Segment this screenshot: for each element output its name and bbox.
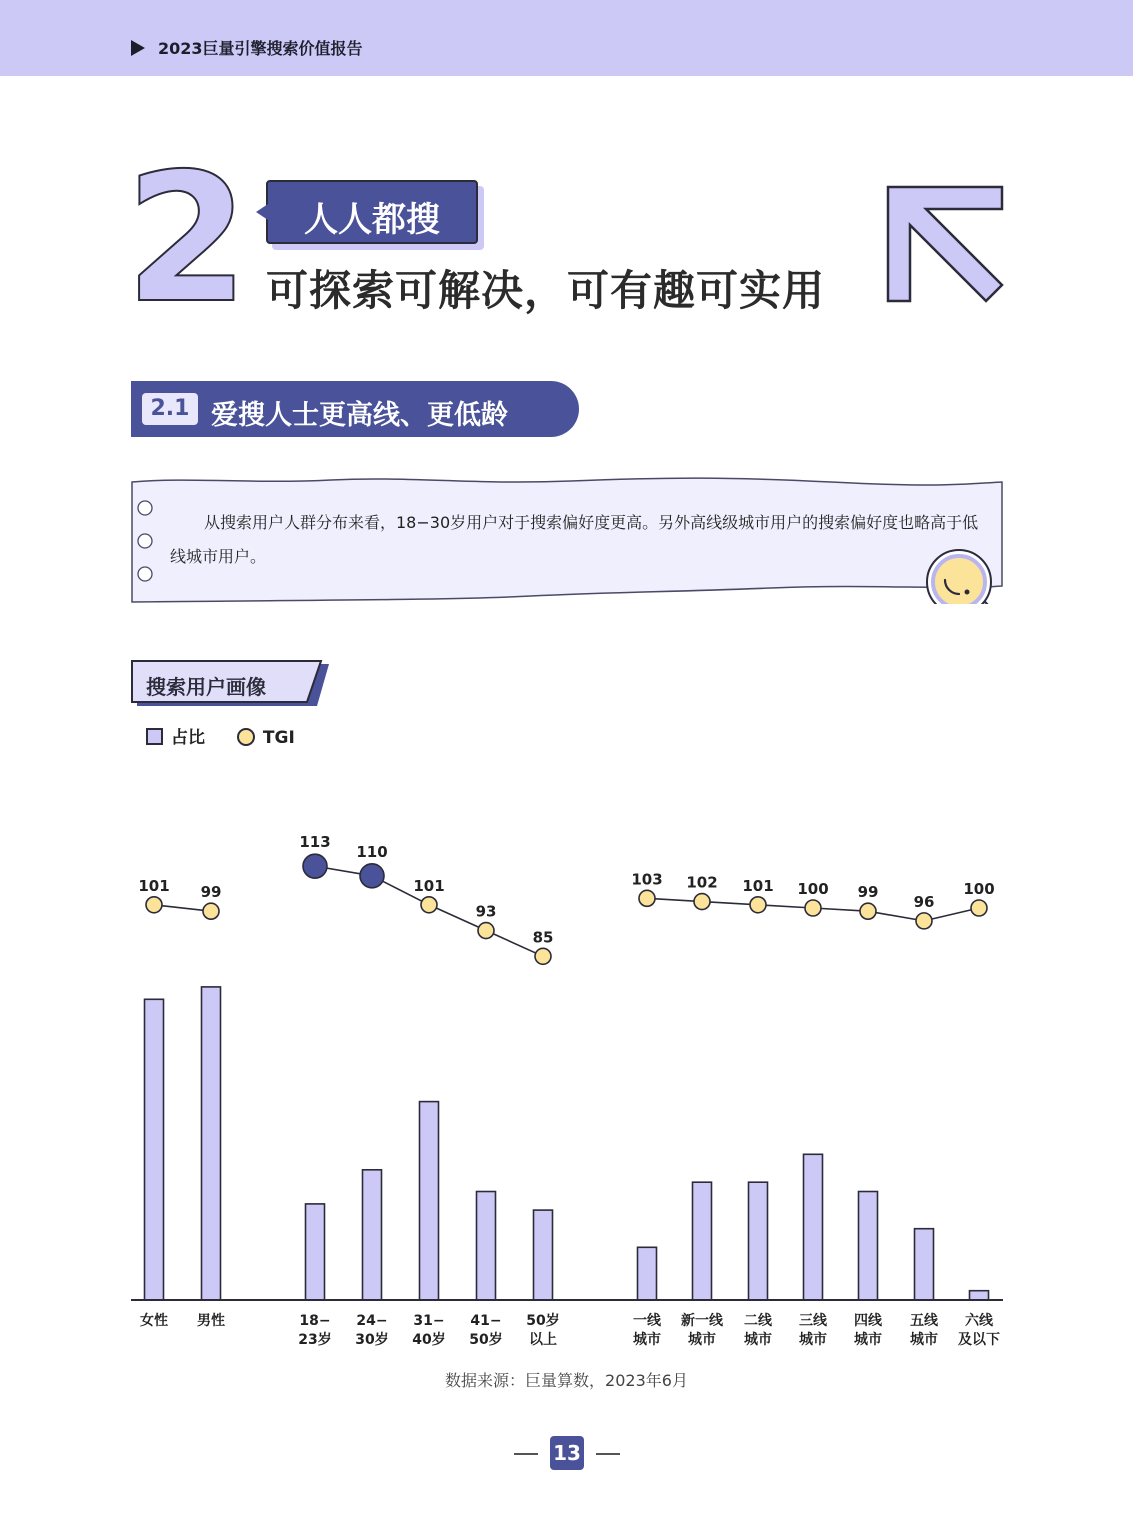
tgi-dot-city-5 <box>916 913 932 929</box>
bar-age-4 <box>534 1210 553 1300</box>
tgi-dot-age-1 <box>360 864 384 888</box>
tgi-dot-age-0 <box>303 854 327 878</box>
tgi-label-city-4: 99 <box>857 883 879 902</box>
tgi-label-city-6: 100 <box>963 880 995 898</box>
bar-city-6 <box>970 1291 989 1300</box>
category-label-city-2: 二线 <box>744 1313 772 1329</box>
category-label-age-2: 31− <box>413 1313 445 1329</box>
category-label-age-2: 40岁 <box>412 1332 446 1348</box>
tgi-dot-city-4 <box>860 903 876 919</box>
section-title: 爱搜人士更高线、更低龄 <box>211 400 508 431</box>
report-title: 2023巨量引擎搜索价值报告 <box>158 39 363 58</box>
bar-city-1 <box>693 1182 712 1300</box>
page-number-badge: 13 <box>550 1436 584 1470</box>
tgi-dot-city-1 <box>694 894 710 910</box>
category-label-age-3: 41− <box>470 1313 502 1329</box>
tgi-label-age-3: 93 <box>475 902 497 921</box>
category-label-city-3: 三线 <box>799 1313 827 1329</box>
tgi-label-age-4: 85 <box>532 928 554 947</box>
legend-bar-label: 占比 <box>171 728 205 748</box>
bar-city-4 <box>859 1192 878 1301</box>
category-label-age-3: 50岁 <box>469 1332 503 1348</box>
tgi-dot-city-0 <box>639 890 655 906</box>
category-label-city-1: 城市 <box>688 1332 716 1348</box>
category-label-age-0: 18− <box>299 1313 331 1329</box>
tgi-label-age-2: 101 <box>413 876 445 895</box>
tgi-label-age-0: 113 <box>299 833 331 852</box>
tgi-label-city-3: 100 <box>797 880 829 898</box>
bar-gender-0 <box>145 999 164 1300</box>
category-label-city-1: 新一线 <box>681 1313 723 1329</box>
category-label-city-0: 一线 <box>633 1313 661 1329</box>
tgi-dot-age-4 <box>535 948 551 964</box>
category-label-city-4: 四线 <box>854 1313 882 1329</box>
category-label-city-3: 城市 <box>799 1332 827 1348</box>
tgi-label-age-1: 110 <box>356 842 388 861</box>
chapter-headline: 可探索可解决，可有趣可实用 <box>266 266 826 315</box>
data-source: 数据来源：巨量算数，2023年6月 <box>445 1371 688 1390</box>
category-label-gender-0: 女性 <box>140 1313 168 1329</box>
page-number <box>514 1436 620 1472</box>
tgi-dot-city-6 <box>971 900 987 916</box>
category-label-city-5: 城市 <box>910 1332 938 1348</box>
chapter-tag-label: 人人都搜 <box>304 200 440 240</box>
tgi-label-city-1: 102 <box>686 873 718 892</box>
category-label-city-2: 城市 <box>744 1332 772 1348</box>
bar-city-3 <box>804 1154 823 1300</box>
category-label-age-1: 24− <box>356 1313 388 1329</box>
bar-city-0 <box>638 1247 657 1300</box>
section-number: 2.1 <box>142 393 198 425</box>
tgi-dot-gender-0 <box>146 897 162 913</box>
chart-title: 搜索用户画像 <box>146 675 266 699</box>
bar-gender-1 <box>202 987 221 1300</box>
category-label-city-6: 及以下 <box>958 1332 1000 1348</box>
category-label-age-0: 23岁 <box>298 1332 332 1348</box>
category-label-city-0: 城市 <box>633 1332 661 1348</box>
tgi-label-city-0: 103 <box>631 870 663 889</box>
page-rule-left <box>514 1453 538 1455</box>
tgi-dot-city-2 <box>750 897 766 913</box>
category-label-age-4: 以上 <box>529 1332 557 1348</box>
tgi-dot-gender-1 <box>203 903 219 919</box>
category-label-age-4: 50岁 <box>526 1313 560 1329</box>
tgi-label-city-5: 96 <box>913 892 935 911</box>
bar-age-1 <box>363 1170 382 1300</box>
note-text: 从搜索用户人群分布来看，18−30岁用户对于搜索偏好度更高。另外高线级城市用户的搜索偏好度也略高于低线城市用户。 <box>170 513 979 566</box>
tgi-dot-city-3 <box>805 900 821 916</box>
bar-city-5 <box>915 1229 934 1300</box>
tgi-label-gender-1: 99 <box>200 883 222 902</box>
category-label-age-1: 30岁 <box>355 1332 389 1348</box>
bar-age-3 <box>477 1192 496 1301</box>
legend-dot-label: TGI <box>262 728 295 748</box>
bar-age-0 <box>306 1204 325 1300</box>
chapter-number: 2 <box>125 135 249 342</box>
category-label-city-4: 城市 <box>854 1332 882 1348</box>
category-label-gender-1: 男性 <box>197 1313 225 1329</box>
page-rule-right <box>596 1453 620 1455</box>
category-label-city-5: 五线 <box>910 1313 938 1329</box>
bar-city-2 <box>749 1182 768 1300</box>
category-label-city-6: 六线 <box>965 1313 993 1329</box>
bar-age-2 <box>420 1102 439 1300</box>
tgi-dot-age-3 <box>478 923 494 939</box>
tgi-label-city-2: 101 <box>742 876 774 895</box>
tgi-dot-age-2 <box>421 897 437 913</box>
tgi-label-gender-0: 101 <box>138 876 170 895</box>
